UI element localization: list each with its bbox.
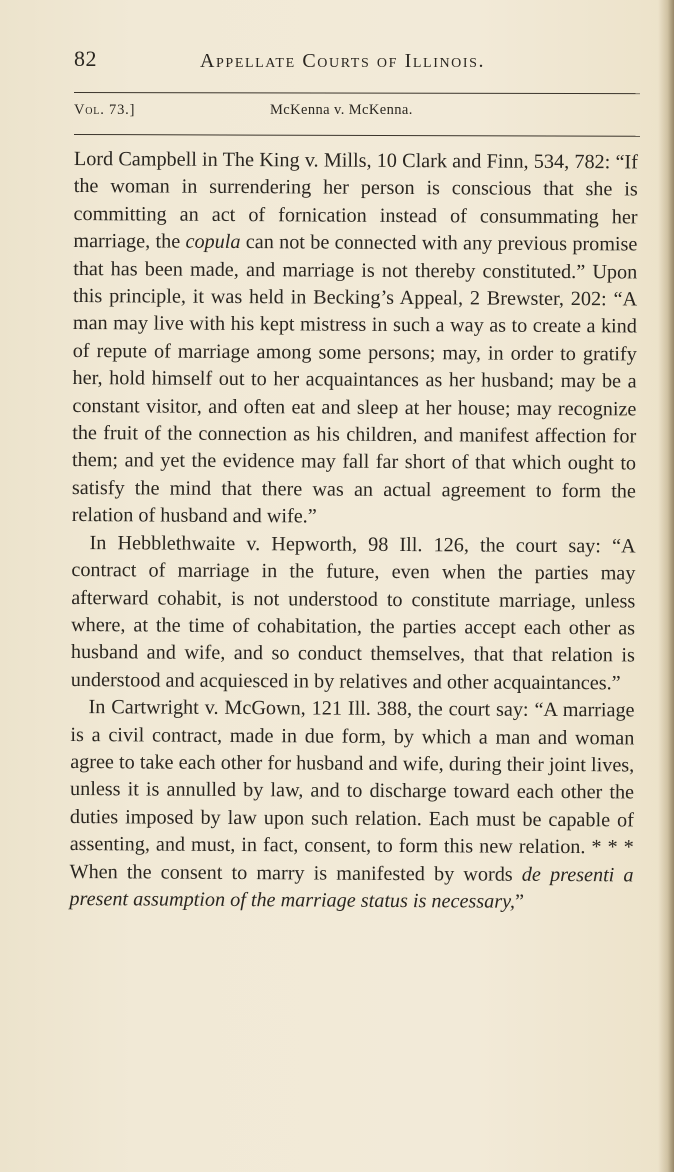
- running-head: [74, 46, 644, 80]
- case-name: McKenna v. McKenna.: [270, 102, 413, 118]
- paragraph-3-italic: de presenti a present assumption of the marriage status is necessary,: [69, 863, 634, 913]
- paragraph-1: [72, 146, 638, 533]
- running-title: Appellate Courts of Illinois.: [200, 50, 486, 72]
- header-rule-bottom: [74, 134, 640, 137]
- paragraph-1-text-b: can not be connected with any previous promise that has been made, and marriage is not thereby constituted.” Upon this principle, it was held in Becking’s Appeal, 2 Brewster, 202: “A man may live with his kept mistress in such a way as to create a kind of repute of marriage among some persons; may, in order to gratify her, hold himself out to her acquaintances as her husband; may be a constant visitor, and often eat and sleep at her house; may recognize the fruit of the connection as his children, and manifest affection for them; and yet the evidence may fall far short of that which ought to satisfy the mind that there was an actual agreement to form the relation of husband and wife.”: [71, 231, 638, 528]
- paragraph-3-text-b: ”: [514, 890, 525, 913]
- paragraph-2: In Hebblethwaite v. Hepworth, 98 Ill. 126, the court say: “A contract of marriage in the future, even when the parties may afterward cohabit, is not understood to constitute marriage, unless where, at the time of cohabitation, the parties accept each other as husband and wife, and so conduct themselves, that that relation is understood and acquiesced in by relatives and other acquaintances.”: [70, 531, 636, 695]
- header-rule-top: [74, 92, 640, 94]
- page-edge-shadow: [658, 0, 674, 1172]
- body-text: [69, 146, 638, 917]
- paragraph-1-text-a: Lord Campbell in The King v. Mills, 10 Clark and Finn, 534, 782: “If the woman in surrendering her person is conscious that she is committing an act of fornication instead of consummating her marriage, the: [73, 147, 638, 253]
- paragraph-3-text-a: In Cartwright v. McGown, 121 Ill. 388, the court say: “A marriage is a civil contract, made in due form, by which a man and woman agree to take each other for husband and wife, during their joint lives, unless it is annulled by law, and to discharge toward each other the duties imposed by law upon such relation. Each must be capable of assenting, and must, in fact, consent, to form this new relation. * * * When the consent to marry is manifested by words: [69, 696, 635, 886]
- case-line: [74, 102, 640, 126]
- volume-label: Vol. 73.]: [74, 102, 136, 118]
- paragraph-3: [69, 694, 634, 917]
- page-number: 82: [74, 46, 97, 71]
- paragraph-1-italic: copula: [185, 230, 241, 254]
